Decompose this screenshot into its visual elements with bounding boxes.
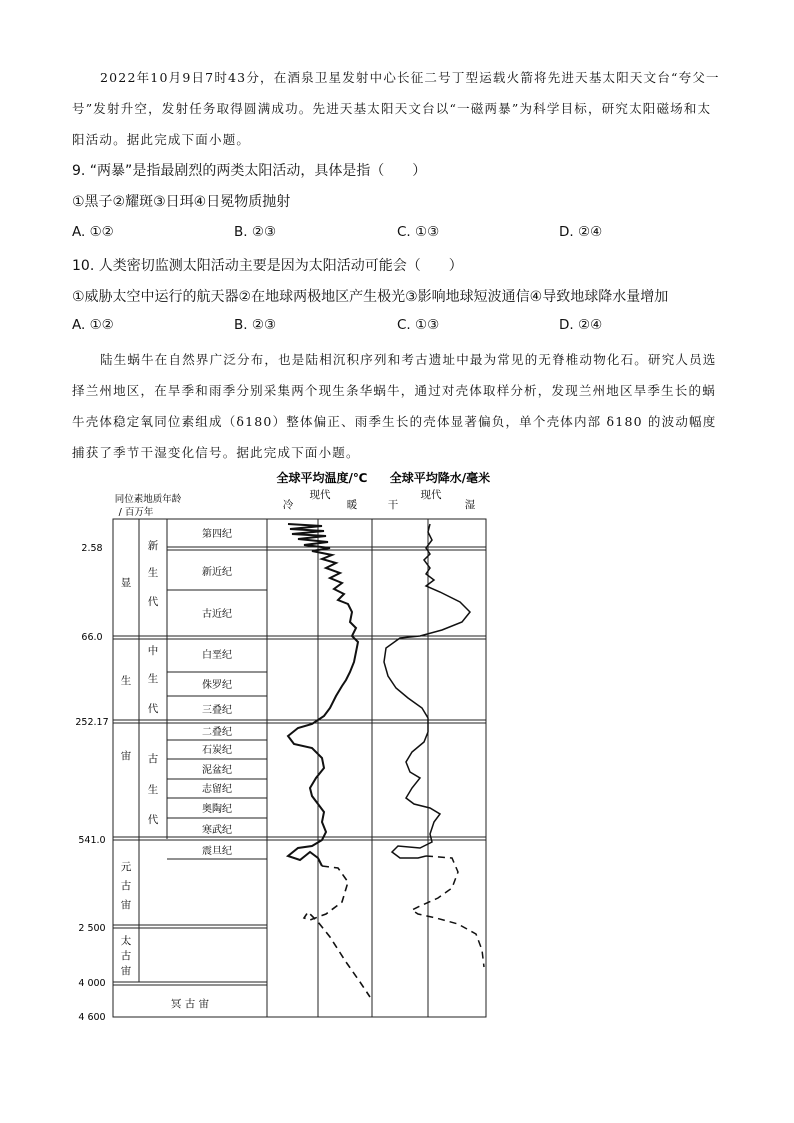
eon-char: 显 — [120, 577, 132, 589]
precipitation-curve — [384, 524, 470, 858]
age-label: 252.17 — [75, 717, 109, 728]
passage-2: 陆生蜗牛在自然界广泛分布，也是陆相沉积序列和考古遗址中最为常见的无脊椎动物化石。研究人员选择兰州地区，在旱季和雨季分别采集两个现生条华蜗牛，通过对壳体取样分析，发现兰州地区旱季生长的蜗牛壳体稳定氧同位素组成（δ180）整体偏正、雨季生长的壳体显著偏负，单个壳体内部 δ180 的波动幅度捕获了季节干湿变化信号。据此完成下面小题。 — [72, 352, 717, 460]
q10-option-b[interactable]: B. ②③ — [234, 317, 277, 333]
question-10-stem: 10. 人类密切监测太阳活动主要是因为太阳活动可能会（ ） — [72, 258, 463, 274]
question-9-items: ①黑子②耀斑③日珥④日冕物质抛射 — [72, 194, 291, 210]
q10-option-c[interactable]: C. ①③ — [397, 317, 440, 333]
eon-char: 宙 — [120, 965, 132, 977]
temperature-curve-dashed — [304, 866, 370, 997]
eon-char: 古 — [120, 880, 132, 892]
eon-char: 古 — [120, 950, 132, 962]
era-char: 新 — [147, 540, 159, 552]
period-label: 三叠纪 — [202, 705, 232, 716]
cold-label: 冷 — [282, 499, 294, 511]
period-label: 侏罗纪 — [202, 680, 232, 691]
era-char: 生 — [147, 567, 159, 579]
era-char: 代 — [147, 596, 159, 608]
period-label: 二叠纪 — [202, 727, 232, 738]
era-char: 中 — [147, 645, 159, 657]
question-10-options — [72, 317, 722, 337]
age-axis-title: 同位素地质年龄 — [114, 494, 182, 505]
period-label: 白垩纪 — [202, 650, 232, 661]
question-9-stem: 9. “两暴”是指最剧烈的两类太阳活动，具体是指（ ） — [72, 163, 427, 179]
period-label: 志留纪 — [202, 784, 232, 795]
age-label: 541.0 — [78, 835, 106, 846]
era-char: 生 — [147, 784, 159, 796]
era-char: 代 — [147, 703, 159, 715]
q9-option-c[interactable]: C. ①③ — [397, 224, 440, 240]
eon-char: 宙 — [120, 750, 132, 762]
eon-char: 太 — [120, 935, 132, 947]
age-label: 4 600 — [78, 1012, 106, 1023]
geologic-time-climate-figure — [60, 462, 510, 1032]
precip-modern-label: 现代 — [420, 489, 442, 501]
era-char: 生 — [147, 673, 159, 685]
temp-modern-label: 现代 — [309, 489, 331, 501]
figure-frame — [113, 519, 486, 1017]
eon-char: 生 — [120, 675, 132, 687]
eon-char: 宙 — [120, 899, 132, 911]
question-9-options — [72, 224, 722, 244]
eon-char: 元 — [120, 861, 132, 873]
age-label: 4 000 — [78, 978, 106, 989]
temp-title: 全球平均温度/℃ — [276, 471, 368, 485]
period-label: 第四纪 — [202, 529, 232, 540]
era-char: 古 — [147, 753, 159, 765]
age-label: 66.0 — [81, 632, 103, 643]
age-label: 2.58 — [81, 543, 103, 554]
eon-hadean: 冥 古 宙 — [170, 998, 210, 1010]
period-label: 奥陶纪 — [202, 804, 232, 815]
warm-label: 暖 — [346, 499, 358, 511]
period-label: 泥盆纪 — [202, 765, 232, 776]
q9-option-d[interactable]: D. ②④ — [559, 224, 603, 240]
age-label: 2 500 — [78, 923, 106, 934]
period-label: 石炭纪 — [202, 745, 232, 756]
wet-label: 湿 — [464, 499, 476, 511]
q9-option-a[interactable]: A. ①② — [72, 224, 114, 240]
precip-title: 全球平均降水/毫米 — [389, 471, 491, 485]
precipitation-curve-dashed — [412, 856, 484, 967]
period-label: 震旦纪 — [202, 846, 232, 857]
q10-option-d[interactable]: D. ②④ — [559, 317, 603, 333]
q10-option-a[interactable]: A. ①② — [72, 317, 114, 333]
era-char: 代 — [147, 814, 159, 826]
temperature-curve — [288, 524, 358, 866]
period-label: 寒武纪 — [202, 825, 232, 836]
question-10-items: ①威胁太空中运行的航天器②在地球两极地区产生极光③影响地球短波通信④导致地球降水量增加 — [72, 289, 669, 305]
age-axis-unit: / 百万年 — [118, 507, 154, 518]
period-label: 古近纪 — [202, 609, 232, 620]
period-label: 新近纪 — [202, 567, 232, 578]
passage-1: 2022年10月9日7时43分，在酒泉卫星发射中心长征二号丁型运载火箭将先进天基太阳天文台“夸父一号”发射升空，发射任务取得圆满成功。先进天基太阳天文台以“一磁两暴”为科学目标，研究太阳磁场和太阳活动。据此完成下面小题。 — [72, 70, 720, 147]
dry-label: 干 — [387, 499, 399, 511]
q9-option-b[interactable]: B. ②③ — [234, 224, 277, 240]
